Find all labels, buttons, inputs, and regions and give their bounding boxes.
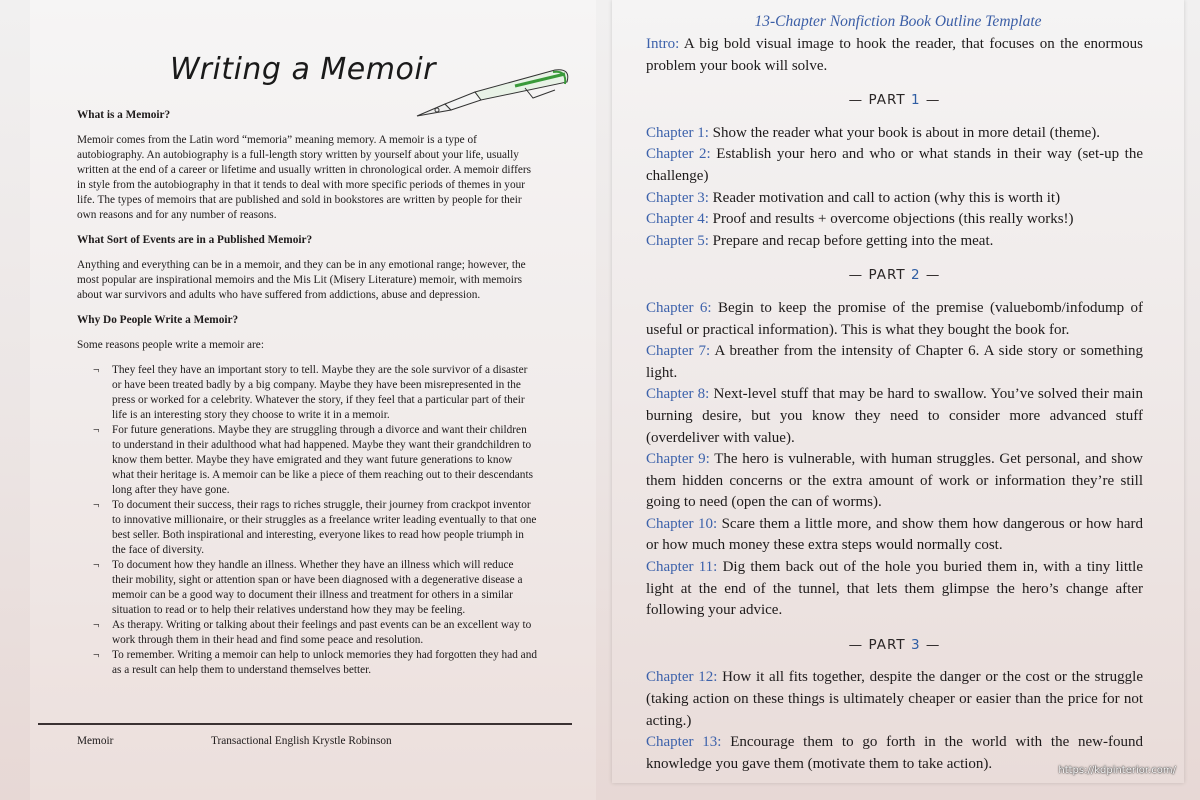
chapter-label: Chapter 8: — [646, 386, 710, 403]
list-item — [77, 618, 537, 648]
section-text: Memoir comes from the Latin word “memoria” meaning memory. A memoir is a type of autobiography. An autobiography is a full-length story written by yourself about your life, usually written at the end of a career or lifetime and usually written in chronological order. A memoir differs in style from the autobiography in that it tends to deal with more specific periods of themes in your life. The types of memoirs that are published and sold in bookstores are written by people for their own reasons and for any number of reasons. — [77, 134, 532, 221]
chapter-label: Chapter 5: — [646, 232, 709, 249]
list-item — [77, 423, 537, 498]
chapter-text: Begin to keep the promise of the premise (valuebomb/infodump of useful or practical information). This is what they bought the book for. — [646, 299, 1144, 338]
part-2-heading — [646, 265, 1143, 287]
chapter-item — [646, 144, 1143, 187]
chapter-item — [646, 123, 1143, 145]
section-heading: What is a Memoir? — [77, 109, 171, 121]
list-item — [77, 363, 537, 423]
outline-title: 13-Chapter Nonfiction Book Outline Template — [754, 13, 1042, 30]
memoir-title: Writing a Memoir — [170, 52, 437, 87]
memoir-body — [77, 108, 537, 678]
part-word: PART — [868, 92, 906, 109]
chapter-text: Show the reader what your book is about in more detail (theme). — [712, 124, 1101, 141]
chapter-label: Chapter 2: — [646, 146, 711, 163]
chapter-label: Chapter 9: — [646, 451, 710, 468]
chapter-label: Chapter 10: — [646, 515, 718, 532]
list-item-text: To remember. Writing a memoir can help to unlock memories they had forgotten they had and as a result can help them to understand themselves better. — [112, 649, 537, 676]
chapter-text: The hero is vulnerable, with human struggles. Get personal, and show them hidden concerns or the extra amount of work or information they’re still going to need (open the can of worms). — [646, 451, 1143, 511]
chapter-item — [646, 209, 1143, 231]
list-item-text: For future generations. Maybe they are struggling through a divorce and want their children to understand in their adulthood what had happened. Maybe they want their grandchildren to know them better. Maybe they have emigrated and they want future generations to know what their heritage is. A memoir can be like a piece of them reaching out to their descendants long after they have gone. — [112, 424, 533, 496]
chapter-item — [646, 384, 1143, 449]
part-number: 2 — [910, 267, 921, 284]
footer-left: Memoir — [77, 735, 114, 747]
list-item-text: As therapy. Writing or talking about their feelings and past events can be an excellent way to work through them in their head and find some peace and resolution. — [112, 619, 532, 646]
part-1-heading — [646, 90, 1143, 112]
chapter-item — [646, 514, 1143, 557]
part-word: PART — [868, 636, 906, 653]
chapter-item — [646, 667, 1143, 732]
chapter-item — [646, 341, 1143, 384]
chapter-item — [646, 449, 1143, 514]
chapter-label: Chapter 4: — [646, 211, 709, 228]
chapter-label: Chapter 11: — [646, 559, 718, 576]
chapter-text: Prepare and recap before getting into the meat. — [712, 232, 994, 249]
part-word: PART — [868, 267, 906, 284]
chapter-label: Chapter 13: — [646, 734, 722, 751]
dash: — — [925, 267, 941, 284]
bullet-icon: ¬ — [93, 424, 100, 436]
chapter-text: Reader motivation and call to action (why this is worth it) — [712, 189, 1061, 206]
part-3-heading — [646, 635, 1143, 657]
bullet-icon: ¬ — [93, 559, 100, 571]
chapter-label: Chapter 1: — [646, 124, 709, 141]
list-item — [77, 648, 537, 678]
chapter-item — [646, 557, 1143, 622]
chapter-text: Next-level stuff that may be hard to swallow. You’ve solved their main burning desire, but you know they need to consider more advanced stuff (overdeliver with value). — [646, 386, 1144, 446]
chapter-label: Chapter 12: — [646, 669, 718, 686]
section-heading: Why Do People Write a Memoir? — [77, 314, 239, 326]
memoir-page — [30, 0, 596, 800]
section-text: Anything and everything can be in a memoir, and they can be in any emotional range; however, the most popular are inspirational memoirs and the Mis Lit (Misery Literature) memoir, with memoirs about war survivors and adults who have suffered from addictions, abuse and depression. — [77, 259, 526, 301]
reasons-list — [77, 363, 537, 678]
chapter-text: A breather from the intensity of Chapter 6. A side story or something light. — [646, 343, 1143, 381]
chapter-text: Establish your hero and who or what stands in their way (set-up the challenge) — [646, 146, 1143, 184]
dash: — — [848, 267, 864, 284]
dash: — — [925, 636, 941, 653]
intro-text: A big bold visual image to hook the reader, that focuses on the enormous problem your book will solve. — [646, 36, 1143, 74]
dash: — — [925, 92, 941, 109]
part-number: 1 — [910, 92, 921, 109]
section-text: Some reasons people write a memoir are: — [77, 339, 264, 351]
list-item-text: They feel they have an important story to tell. Maybe they are the sole survivor of a disaster or have been treated badly by a big company. Maybe they have been misrepresented in the press or worked for a celebrity. Whatever the story, if they feel that a particular part of their life is an interesting story they choose to write it in a memoir. — [112, 364, 528, 421]
chapter-label: Chapter 7: — [646, 343, 711, 360]
dash: — — [848, 636, 864, 653]
dash: — — [848, 92, 864, 109]
chapter-text: Scare them a little more, and show them how dangerous or how hard or how much money these extra steps would normally cost. — [646, 515, 1143, 554]
list-item-text: To document how they handle an illness. Whether they have an illness which will reduce their mobility, sight or attention span or have been diagnosed with a degenerative disease a memoir can be a good way to document their illness and treatment for others in a similar situation to read or to help their relatives understand how they may be feeling. — [112, 559, 523, 616]
chapter-text: How it all fits together, despite the danger or the cost or the struggle (taking action on these things is ultimately cheaper or easier than the price for not acting.) — [646, 669, 1143, 729]
bullet-icon: ¬ — [93, 649, 100, 661]
intro-paragraph — [646, 34, 1143, 77]
bullet-icon: ¬ — [93, 364, 100, 376]
list-item — [77, 558, 537, 618]
list-item — [77, 498, 537, 558]
section-heading: What Sort of Events are in a Published Memoir? — [77, 234, 313, 246]
chapter-label: Chapter 6: — [646, 299, 712, 316]
part-number: 3 — [910, 636, 921, 653]
chapter-text: Proof and results + overcome objections (this really works!) — [712, 211, 1074, 228]
intro-label: Intro: — [646, 36, 680, 52]
chapter-item — [646, 188, 1143, 210]
watermark: https://kdpinterior.com/ — [1058, 765, 1176, 776]
outline-body — [646, 34, 1143, 775]
chapter-item — [646, 298, 1143, 341]
bullet-icon: ¬ — [93, 619, 100, 631]
chapter-item — [646, 231, 1143, 253]
chapter-text: Encourage them to go forth in the world with the new-found knowledge you gave them (motivate them to take action). — [646, 734, 1143, 772]
chapter-text: Dig them back out of the hole you buried them in, with a tiny little light at the end of the tunnel, that lets them glimpse the hero’s change after following your advice. — [646, 559, 1144, 619]
footer-divider — [38, 723, 572, 725]
footer-center: Transactional English Krystle Robinson — [211, 735, 392, 747]
bullet-icon: ¬ — [93, 499, 100, 511]
list-item-text: To document their success, their rags to riches struggle, their journey from crackpot inventor to innovative millionaire, or their struggles as a freelance writer leading eventually to that one best seller. Both inspirational and interesting, everyone likes to read how people triumph in the face of diversity. — [112, 499, 537, 556]
outline-page — [612, 0, 1184, 783]
chapter-label: Chapter 3: — [646, 189, 709, 206]
